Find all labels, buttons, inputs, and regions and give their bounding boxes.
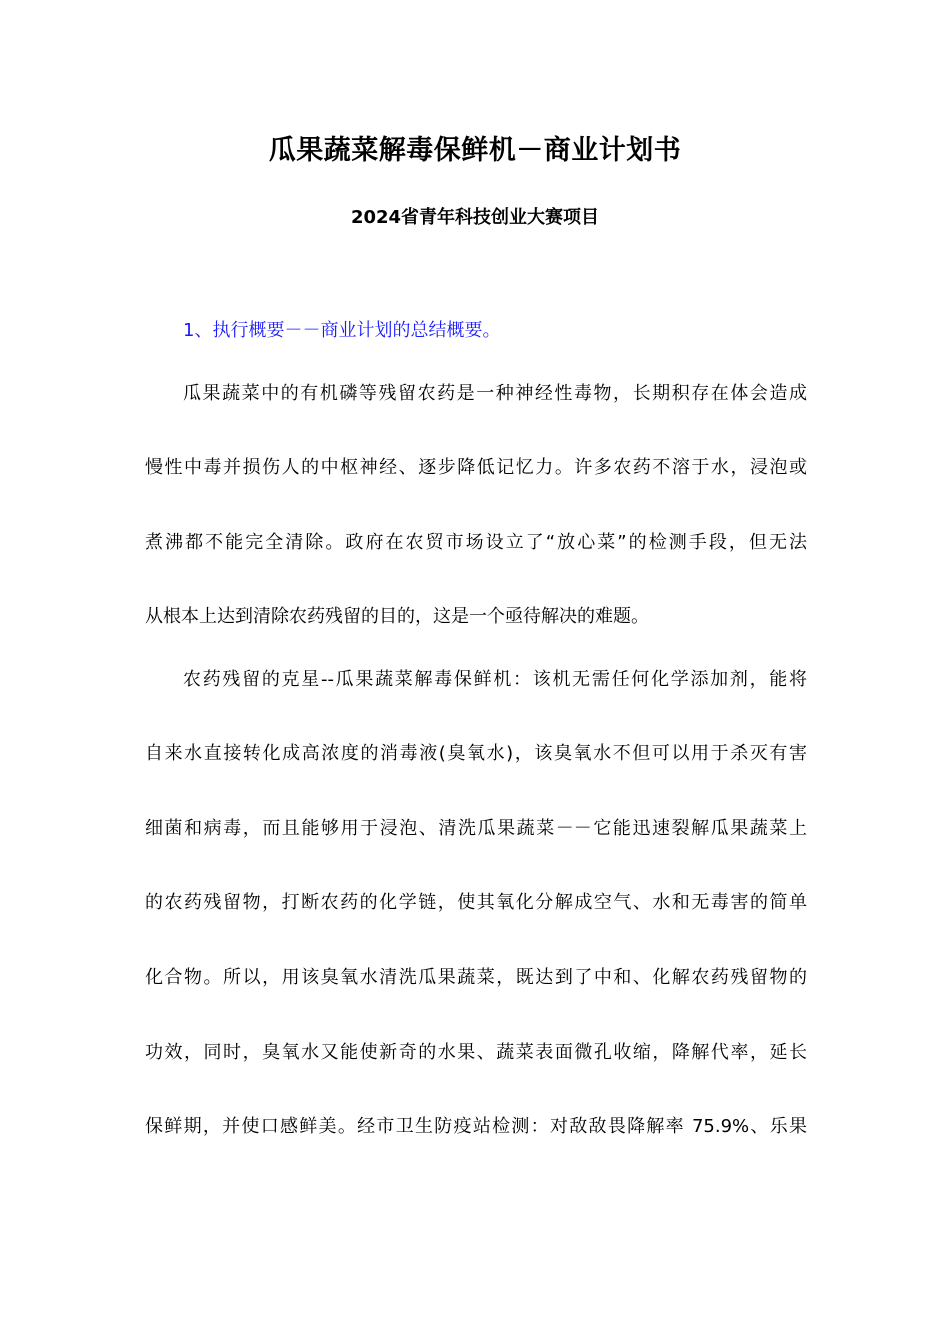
paragraph2-line: 自来水直接转化成高浓度的消毒液(臭氧水)，该臭氧水不但可以用于杀灭有害 bbox=[145, 743, 807, 764]
paragraph1-line: 煮沸都不能完全清除。政府在农贸市场设立了“放心菜”的检测手段，但无法 bbox=[145, 532, 807, 553]
paragraph2-line: 化合物。所以，用该臭氧水清洗瓜果蔬菜，既达到了中和、化解农药残留物的 bbox=[145, 967, 807, 988]
paragraph2-line: 农药残留的克星--瓜果蔬菜解毒保鲜机：该机无需任何化学添加剂，能将 bbox=[183, 669, 807, 690]
paragraph2-line: 保鲜期，并使口感鲜美。经市卫生防疫站检测：对敌敌畏降解率 75.9%、乐果 bbox=[145, 1116, 807, 1137]
paragraph1-line: 慢性中毒并损伤人的中枢神经、逐步降低记忆力。许多农药不溶于水，浸泡或 bbox=[145, 457, 807, 478]
paragraph2-line: 功效，同时，臭氧水又能使新奇的水果、蔬菜表面微孔收缩，降解代率，延长 bbox=[145, 1042, 807, 1063]
paragraph2-line: 细菌和病毒，而且能够用于浸泡、清洗瓜果蔬菜－－它能迅速裂解瓜果蔬菜上 bbox=[145, 818, 807, 839]
section-heading: 1、执行概要－－商业计划的总结概要。 bbox=[183, 320, 501, 341]
document-title: 瓜果蔬菜解毒保鲜机－商业计划书 bbox=[268, 135, 682, 166]
paragraph2-line: 的农药残留物，打断农药的化学链，使其氧化分解成空气、水和无毒害的简单 bbox=[145, 892, 807, 913]
paragraph1-line: 瓜果蔬菜中的有机磷等残留农药是一种神经性毒物，长期积存在体会造成 bbox=[183, 383, 807, 404]
paragraph1-line: 从根本上达到清除农药残留的目的，这是一个亟待解决的难题。 bbox=[145, 606, 649, 627]
document-subtitle: 2024省青年科技创业大赛项目 bbox=[350, 207, 600, 228]
